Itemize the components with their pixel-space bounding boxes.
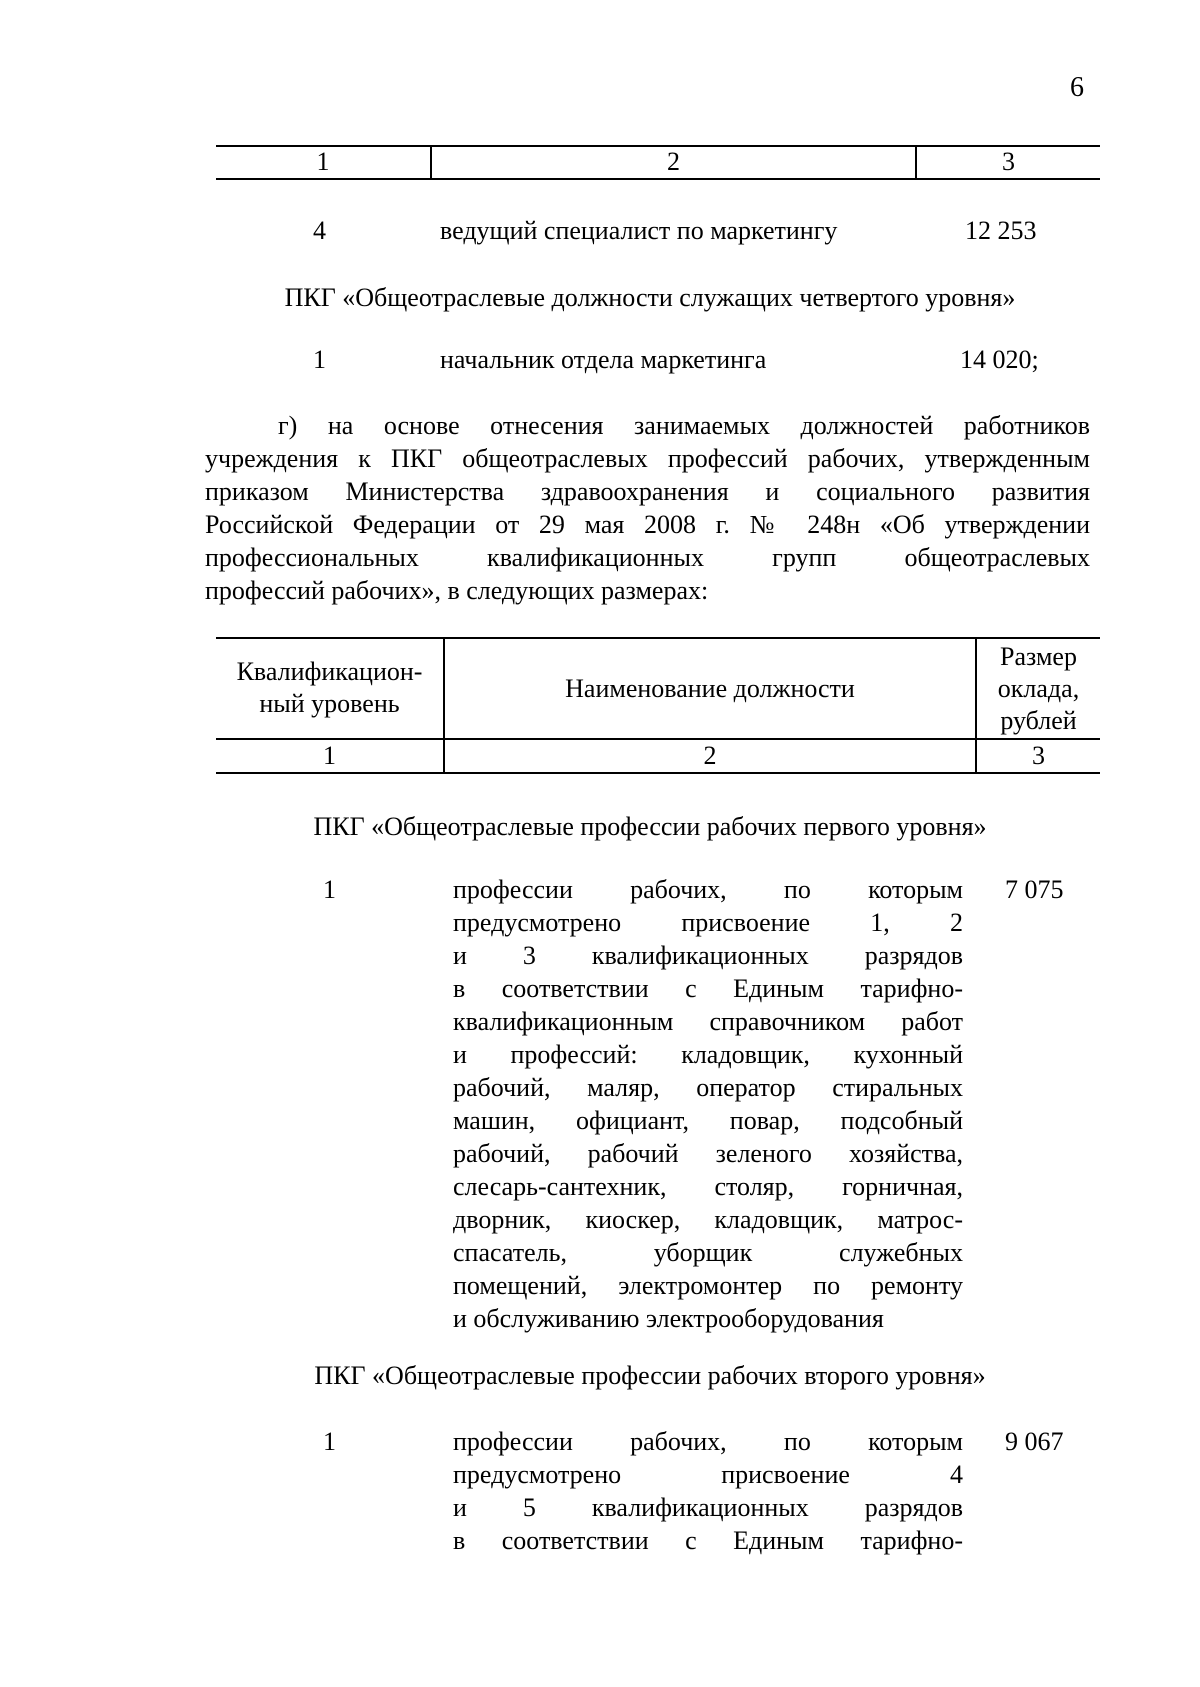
paragraph-line: приказом Министерства здравоохранения и социального развития <box>205 477 1090 506</box>
group-title-employees-level-4: ПКГ «Общеотраслевые должности служащих четвертого уровня» <box>284 283 1016 312</box>
row-level: 1 <box>313 345 326 374</box>
paragraph-line: профессий рабочих», в следующих размерах: <box>205 576 709 605</box>
top-header-col-2: 2 <box>667 147 680 176</box>
table2-number-col-2: 2 <box>703 741 717 770</box>
row-salary: 12 253 <box>965 216 1037 245</box>
row-position-name: ведущий специалист по маркетингу <box>440 216 838 245</box>
row-position-name: начальник отдела маркетинга <box>440 345 767 374</box>
top-header-col-1: 1 <box>316 147 330 176</box>
row-salary: 9 067 <box>1005 1427 1064 1456</box>
paragraph-g <box>205 410 1090 608</box>
table2-header-col-3: Размер оклада, рублей <box>997 642 1080 735</box>
paragraph-line: г) на основе отнесения занимаемых должностей работников <box>278 411 1090 440</box>
row-position-name: профессии рабочих, по которым предусмотрено присвоение 4 и 5 квалификационных разрядов в соответствии с Единым тарифно- <box>453 1427 963 1555</box>
table2-number-col-3: 3 <box>1032 741 1045 770</box>
group-title-workers-level-2: ПКГ «Общеотраслевые профессии рабочих второго уровня» <box>314 1361 986 1390</box>
table2-header-col-2: Наименование должности <box>565 674 855 703</box>
group-title-workers-level-1: ПКГ «Общеотраслевые профессии рабочих первого уровня» <box>313 812 987 841</box>
row-salary: 7 075 <box>1005 875 1064 904</box>
table2-number-col-1: 1 <box>323 741 336 770</box>
row-position-name: профессии рабочих, по которым предусмотрено присвоение 1, 2 и 3 квалификационных разрядов в соответствии с Единым тарифно- квалификационным справочником работ и профессий: кладовщик, кухонный рабочий, маляр, оператор стиральных машин, официант, повар, подсобный рабочий, рабочий зеленого хозяйства, слесарь-сантехник, столяр, горничная, дворник, киоскер, кладовщик, матрос- спасатель, уборщик служебных помещений, электромонтер по ремонту и обслуживанию электрооборудования <box>453 875 963 1333</box>
paragraph-line: учреждения к ПКГ общеотраслевых профессий рабочих, утвержденным <box>205 444 1090 473</box>
page-number: 6 <box>1070 72 1084 103</box>
row-salary: 14 020; <box>960 345 1039 374</box>
table2-header-col-1: Квалификацион- ный уровень <box>236 657 423 718</box>
top-header-col-3: 3 <box>1002 147 1015 176</box>
row-level: 4 <box>313 216 326 245</box>
paragraph-line: Российской Федерации от 29 мая 2008 г. № 248н «Об утверждении <box>205 510 1090 539</box>
paragraph-line: профессиональных квалификационных групп общеотраслевых <box>205 543 1090 572</box>
row-level: 1 <box>323 875 336 904</box>
row-level: 1 <box>323 1427 336 1456</box>
